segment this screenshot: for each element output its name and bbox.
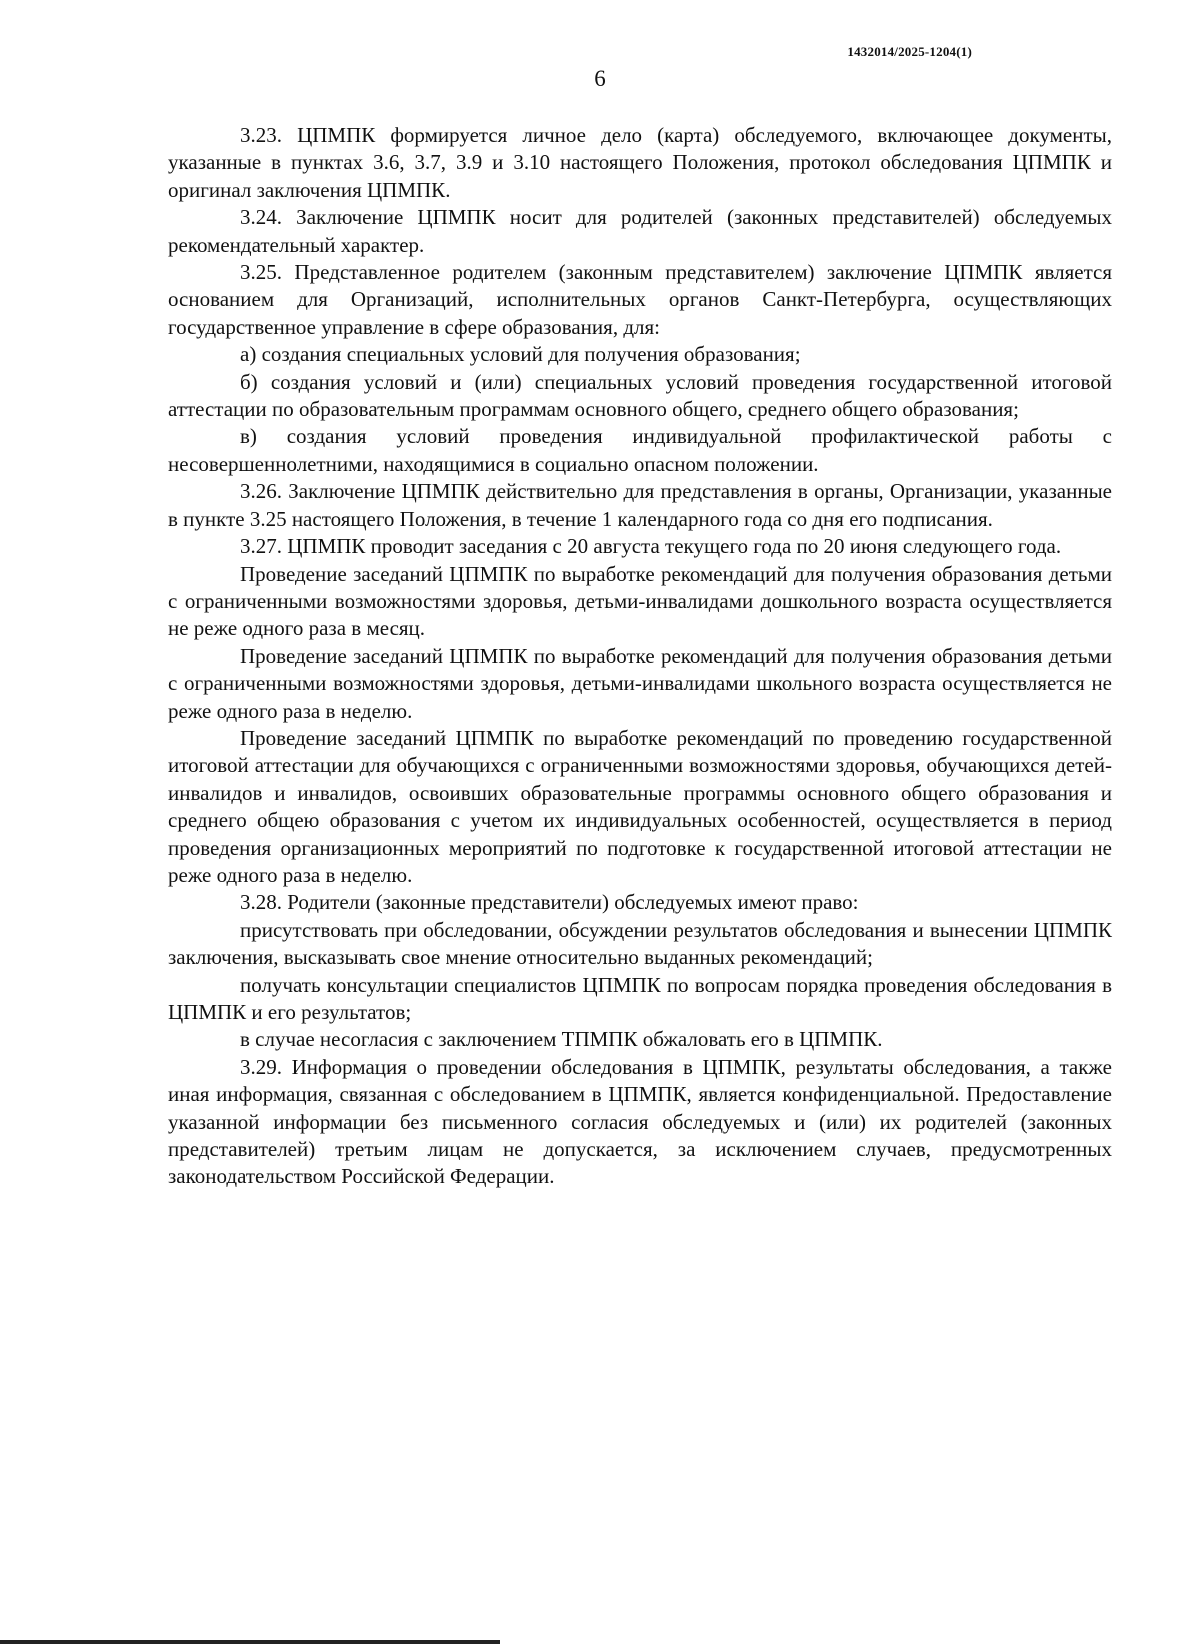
document-number: 1432014/2025-1204(1) <box>847 44 972 59</box>
page-number: 6 <box>594 66 606 91</box>
paragraph-3-24: 3.24. Заключение ЦПМПК носит для родителей (законных представителей) обследуемых рекомендательный характер. <box>168 205 1112 257</box>
paragraph-3-25: 3.25. Представленное родителем (законным представителем) заключение ЦПМПК является основанием для Организаций, исполнительных органов Санкт-Петербурга, осуществляющих государственное управление в сфере образования, для: <box>168 260 1112 339</box>
paragraph-3-27: 3.27. ЦПМПК проводит заседания с 20 августа текущего года по 20 июня следующего года. <box>240 534 1062 559</box>
paragraph-school-meetings: Проведение заседаний ЦПМПК по выработке рекомендаций для получения образования детьми с ограниченными возможностями здоровья, детьми-инвалидами школьного возраста осуществляется не реже одного раза в неделю. <box>168 643 1112 723</box>
paragraph-3-25-b: б) создания условий и (или) специальных условий проведения государственной итоговой аттестации по образовательным программам основного общего, среднего общего образования; <box>168 369 1112 422</box>
paragraph-attestation-meetings: Проведение заседаний ЦПМПК по выработке рекомендаций по проведению государственной итоговой аттестации для обучающихся с ограниченными возможностями здоровья, обучающихся детей-инвалидов и инвалидов, освоивших образовательные программы основного общего образования и среднего общею образования с учетом их индивидуальных особенностей, осуществляется в период проведения организационных мероприятий по подготовке к государственной итоговой аттестации не реже одного раза в неделю. <box>168 725 1112 887</box>
footer-divider <box>0 1640 500 1644</box>
paragraph-right-appeal: в случае несогласия с заключением ТПМПК обжаловать его в ЦПМПК. <box>240 1027 883 1052</box>
paragraph-preschool-meetings: Проведение заседаний ЦПМПК по выработке рекомендаций для получения образования детьми с ограниченными возможностями здоровья, детьми-инвалидами дошкольного возраста осуществляется не реже одного раза в месяц. <box>168 561 1112 641</box>
paragraph-3-28: 3.28. Родители (законные представители) обследуемых имеют право: <box>240 890 859 915</box>
paragraph-3-26: 3.26. Заключение ЦПМПК действительно для представления в органы, Организации, указанные в пункте 3.25 настоящего Положения, в течение 1 календарного года со дня его подписания. <box>168 479 1112 531</box>
paragraph-3-25-v: в) создания условий проведения индивидуальной профилактической работы с несовершеннолетними, находящимися в социально опасном положении. <box>168 424 1112 476</box>
paragraph-3-23: 3.23. ЦПМПК формируется личное дело (карта) обследуемого, включающее документы, указанные в пунктах 3.6, 3.7, 3.9 и 3.10 настоящего Положения, протокол обследования ЦПМПК и оригинал заключения ЦПМПК. <box>168 123 1112 202</box>
paragraph-right-consult: получать консультации специалистов ЦПМПК по вопросам порядка проведения обследования в ЦПМПК и его результатов; <box>168 972 1112 1024</box>
document-body <box>168 122 1112 1191</box>
paragraph-right-attend: присутствовать при обследовании, обсуждении результатов обследования и вынесении ЦПМПК заключения, высказывать свое мнение относительно выданных рекомендаций; <box>168 917 1112 970</box>
paragraph-3-29: 3.29. Информация о проведении обследования в ЦПМПК, результаты обследования, а также иная информация, связанная с обследованием в ЦПМПК, является конфиденциальной. Предоставление указанной информации без письменного согласия обследуемых и (или) их родителей (законных представителей) третьим лицам не допускается, за исключением случаев, предусмотренных законодательством Российской Федерации. <box>168 1054 1112 1189</box>
paragraph-3-25-a: а) создания специальных условий для получения образования; <box>240 342 801 367</box>
